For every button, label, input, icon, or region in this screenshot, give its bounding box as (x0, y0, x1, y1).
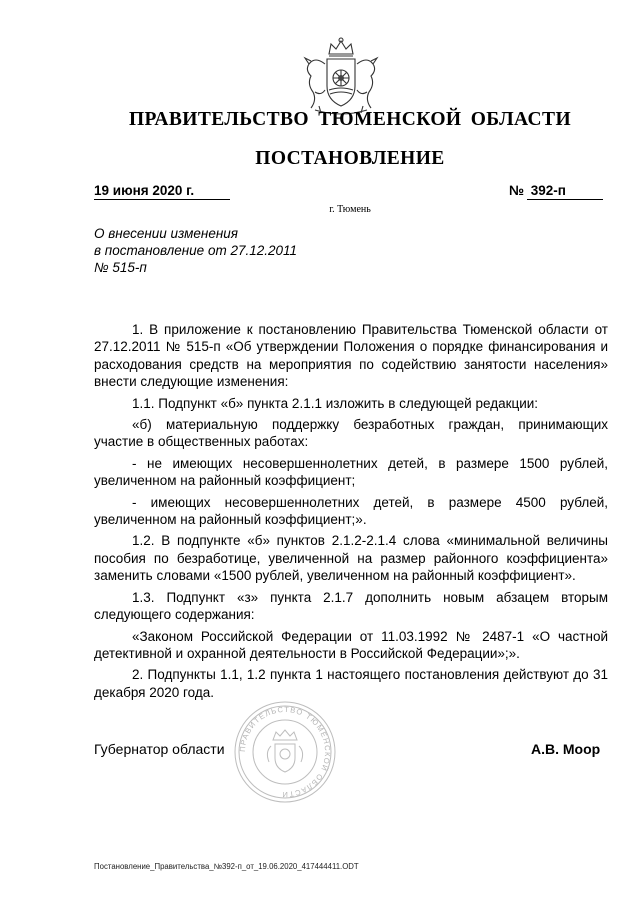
issuer-title: ПРАВИТЕЛЬСТВО ТЮМЕНСКОЙ ОБЛАСТИ (128, 109, 572, 130)
subject-line: в постановление от 27.12.2011 (94, 243, 298, 258)
seal-text: ПРАВИТЕЛЬСТВО ТЮМЕНСКОЙ ОБЛАСТИ (237, 704, 333, 800)
paragraph: «б) материальную поддержку безработных граждан, принимающих участие в общественных работах: (94, 417, 608, 450)
coat-of-arms-icon (295, 34, 387, 118)
paragraph: «Законом Российской Федерации от 11.03.1992 № 2487-1 «О частной детективной и охранной деятельности в Российской Федерации»;». (94, 628, 608, 661)
paragraph: 1.2. В подпункте «б» пунктов 2.1.2-2.1.4 слова «минимальной величины пособия по безработице, увеличенной на размер районного коэффициента» заменить словами «1500 рублей, увеличенном на районный коэффициент». (94, 533, 608, 584)
document-number-value: 392-п (530, 183, 566, 198)
subject-line: № 515-п (94, 260, 147, 275)
file-footer: Постановление_Правительства_№392-п_от_19.06.2020_417444411.ODT (94, 862, 359, 871)
subject-line: О внесении изменения (94, 226, 239, 241)
paragraph: 2. Подпункты 1.1, 1.2 пункта 1 настоящего постановления действуют до 31 декабря 2020 года. (94, 667, 608, 700)
signatory-position: Губернатор области (94, 741, 225, 757)
official-seal-icon (233, 700, 337, 804)
subject-block (94, 225, 354, 276)
svg-text:ПРАВИТЕЛЬСТВО ТЮМЕНСКОЙ ОБЛАСТ (238, 705, 332, 799)
document-type: ПОСТАНОВЛЕНИЕ (255, 148, 445, 169)
number-label: № (509, 183, 525, 198)
paragraph: - не имеющих несовершеннолетних детей, в размере 1500 рублей, увеличенном на районный коэффициент; (94, 455, 608, 489)
document-date: 19 июня 2020 г. (94, 183, 230, 200)
paragraph: - имеющих несовершеннолетних детей, в размере 4500 рублей, увеличенном на районный коэффициент;». (94, 494, 608, 528)
paragraph: 1.1. Подпункт «б» пункта 2.1.1 изложить в следующей редакции: (132, 395, 539, 411)
document-number (527, 183, 603, 200)
signatory-name: А.В. Моор (531, 741, 601, 757)
paragraph: 1. В приложение к постановлению Правительства Тюменской области от 27.12.2011 № 515-п «Об утверждении Положения о порядке финансирования и расходования средств на мероприятия по содействию занятости населения» внести следующие изменения: (94, 322, 608, 390)
city: г. Тюмень (329, 204, 371, 215)
document-body (94, 321, 608, 705)
paragraph: 1.3. Подпункт «з» пункта 2.1.7 дополнить новым абзацем вторым следующего содержания: (94, 589, 608, 623)
